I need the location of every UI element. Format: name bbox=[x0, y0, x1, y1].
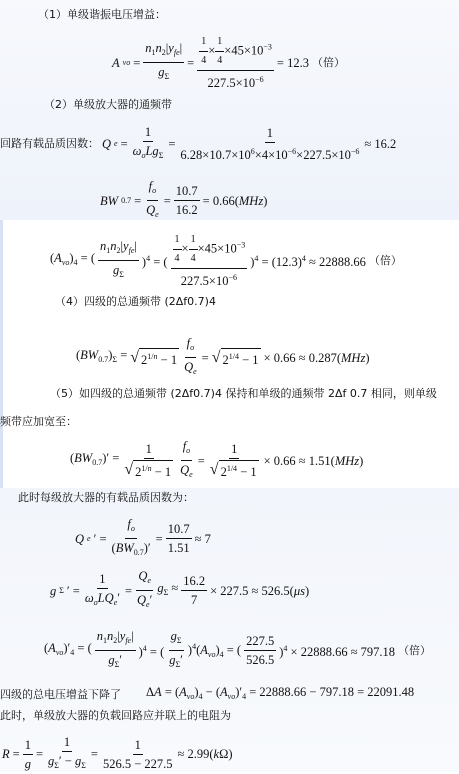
equation-new-conductance: g Σ ′ = $\frac{1}{\omega_oLQ_e'}$ = $\frac{Q_e}{Q_e'}$ $g_\Sigma$ ≈ $\frac{16.2}{7}$ × 227.5 ≈ 526.5(μs) bbox=[50, 569, 310, 609]
equation-loaded-q: 回路有载品质因数： Q e = $\frac{1}{\omega_oLg_\Sigma}$ = $\frac{1}{6.28\times 10.7\times 10^6\times 4\times 10^{-6}\times 227.5\times 10^{-6}}$ ≈ 16.2 bbox=[0, 125, 397, 162]
equation-new-q: Q e ′ = $\frac{f_o}{(BW_{0.7})'}$ = $\frac{10.7}{1.51}$ ≈ 7 bbox=[75, 517, 211, 557]
heading-same-bandwidth: （5）如四级的总通频带 (2Δf0.7)4 保持和单级的通频带 2Δf 0.7 相同，则单级 bbox=[50, 387, 437, 400]
heading-single-stage-bandwidth: （2）单级放大器的通频带 bbox=[44, 98, 172, 111]
equation-single-bandwidth: BW 0.7 = $\frac{f_o}{Q_e}$ = $\frac{10.7}{16.2}$ = 0.66(MHz) bbox=[100, 179, 268, 219]
label-parallel-resistor: 此时，单级放大器的负载回路应并联上的电阻为 bbox=[0, 709, 231, 722]
equation-gain-drop: 四级的总电压增益下降了 $\Delta A = (A_{vo})_4 - (A_{vo})'_4 = 22888.66 - 797.18 = 22091.48$ bbox=[0, 685, 415, 701]
equation-new-four-stage-gain: $(A_{vo})'_4$ = ( $\frac{n_1n_2|y_{fe}|}{g_\Sigma'}$ )$^4$ = ( $\frac{g_\Sigma}{g_\Sigma'}$ )$^4(A_{vo})_4$ = ( $\frac{227.5}{526.5}$ )$^4$ × 22888.66 ≈ 797.18 （倍） bbox=[44, 629, 432, 669]
label-new-loaded-q: 此时每级放大器的有载品质因数为： bbox=[18, 491, 194, 504]
heading-single-stage-gain: （1）单级谐振电压增益： bbox=[38, 8, 166, 21]
equation-total-bandwidth: $(BW_{0.7})_\Sigma$ = √ $2^{1/n} - 1$ $\frac{f_o}{Q_e}$ = √ $2^{1/4} - 1$ × 0.66 ≈ 0.287(MHz) bbox=[76, 336, 370, 376]
heading-four-stage-bandwidth: （4）四级的总通频带 (2Δf0.7)4 bbox=[55, 295, 216, 308]
equation-four-stage-gain: $(A_{vo})_4$ = ( $\frac{n_1n_2|y_{fe}|}{g_\Sigma}$ )$^4$ = ( $\frac{1}{4}$ × $\frac{1}{4}$ $\times 45\times 10^{-3}$ $227.5\times 10^{-6}$ )$^4 = (12.3)^4 \approx 22888.66$ （倍） bbox=[50, 234, 402, 288]
equation-resistor: R = $\frac{1}{g}$ = $\frac{1}{g_\Sigma' - g_\Sigma}$ = $\frac{1}{526.5 - 227.5}$ ≈ 2.99(kΩ) bbox=[2, 735, 233, 771]
equation-widened-bandwidth: $(BW_{0.7})'$ = 1 √ $2^{1/n} - 1$ $\frac{f_o}{Q_e}$ = 1 √ $2^{1/4} - 1$ × 0.66 ≈ 1.51(MHz) bbox=[70, 439, 364, 479]
label-widen-bandwidth: 频带应加宽至： bbox=[0, 415, 77, 428]
equation-single-stage-gain: A vo = $\frac{n_1n_2|y_{fe}|}{g_\Sigma}$ = $\frac{1}{4}$ × $\frac{1}{4}$ $\times 45\times 10^{-3}$ $227.5\times 10^{-6}$ = 12.3 （倍） bbox=[112, 36, 345, 90]
